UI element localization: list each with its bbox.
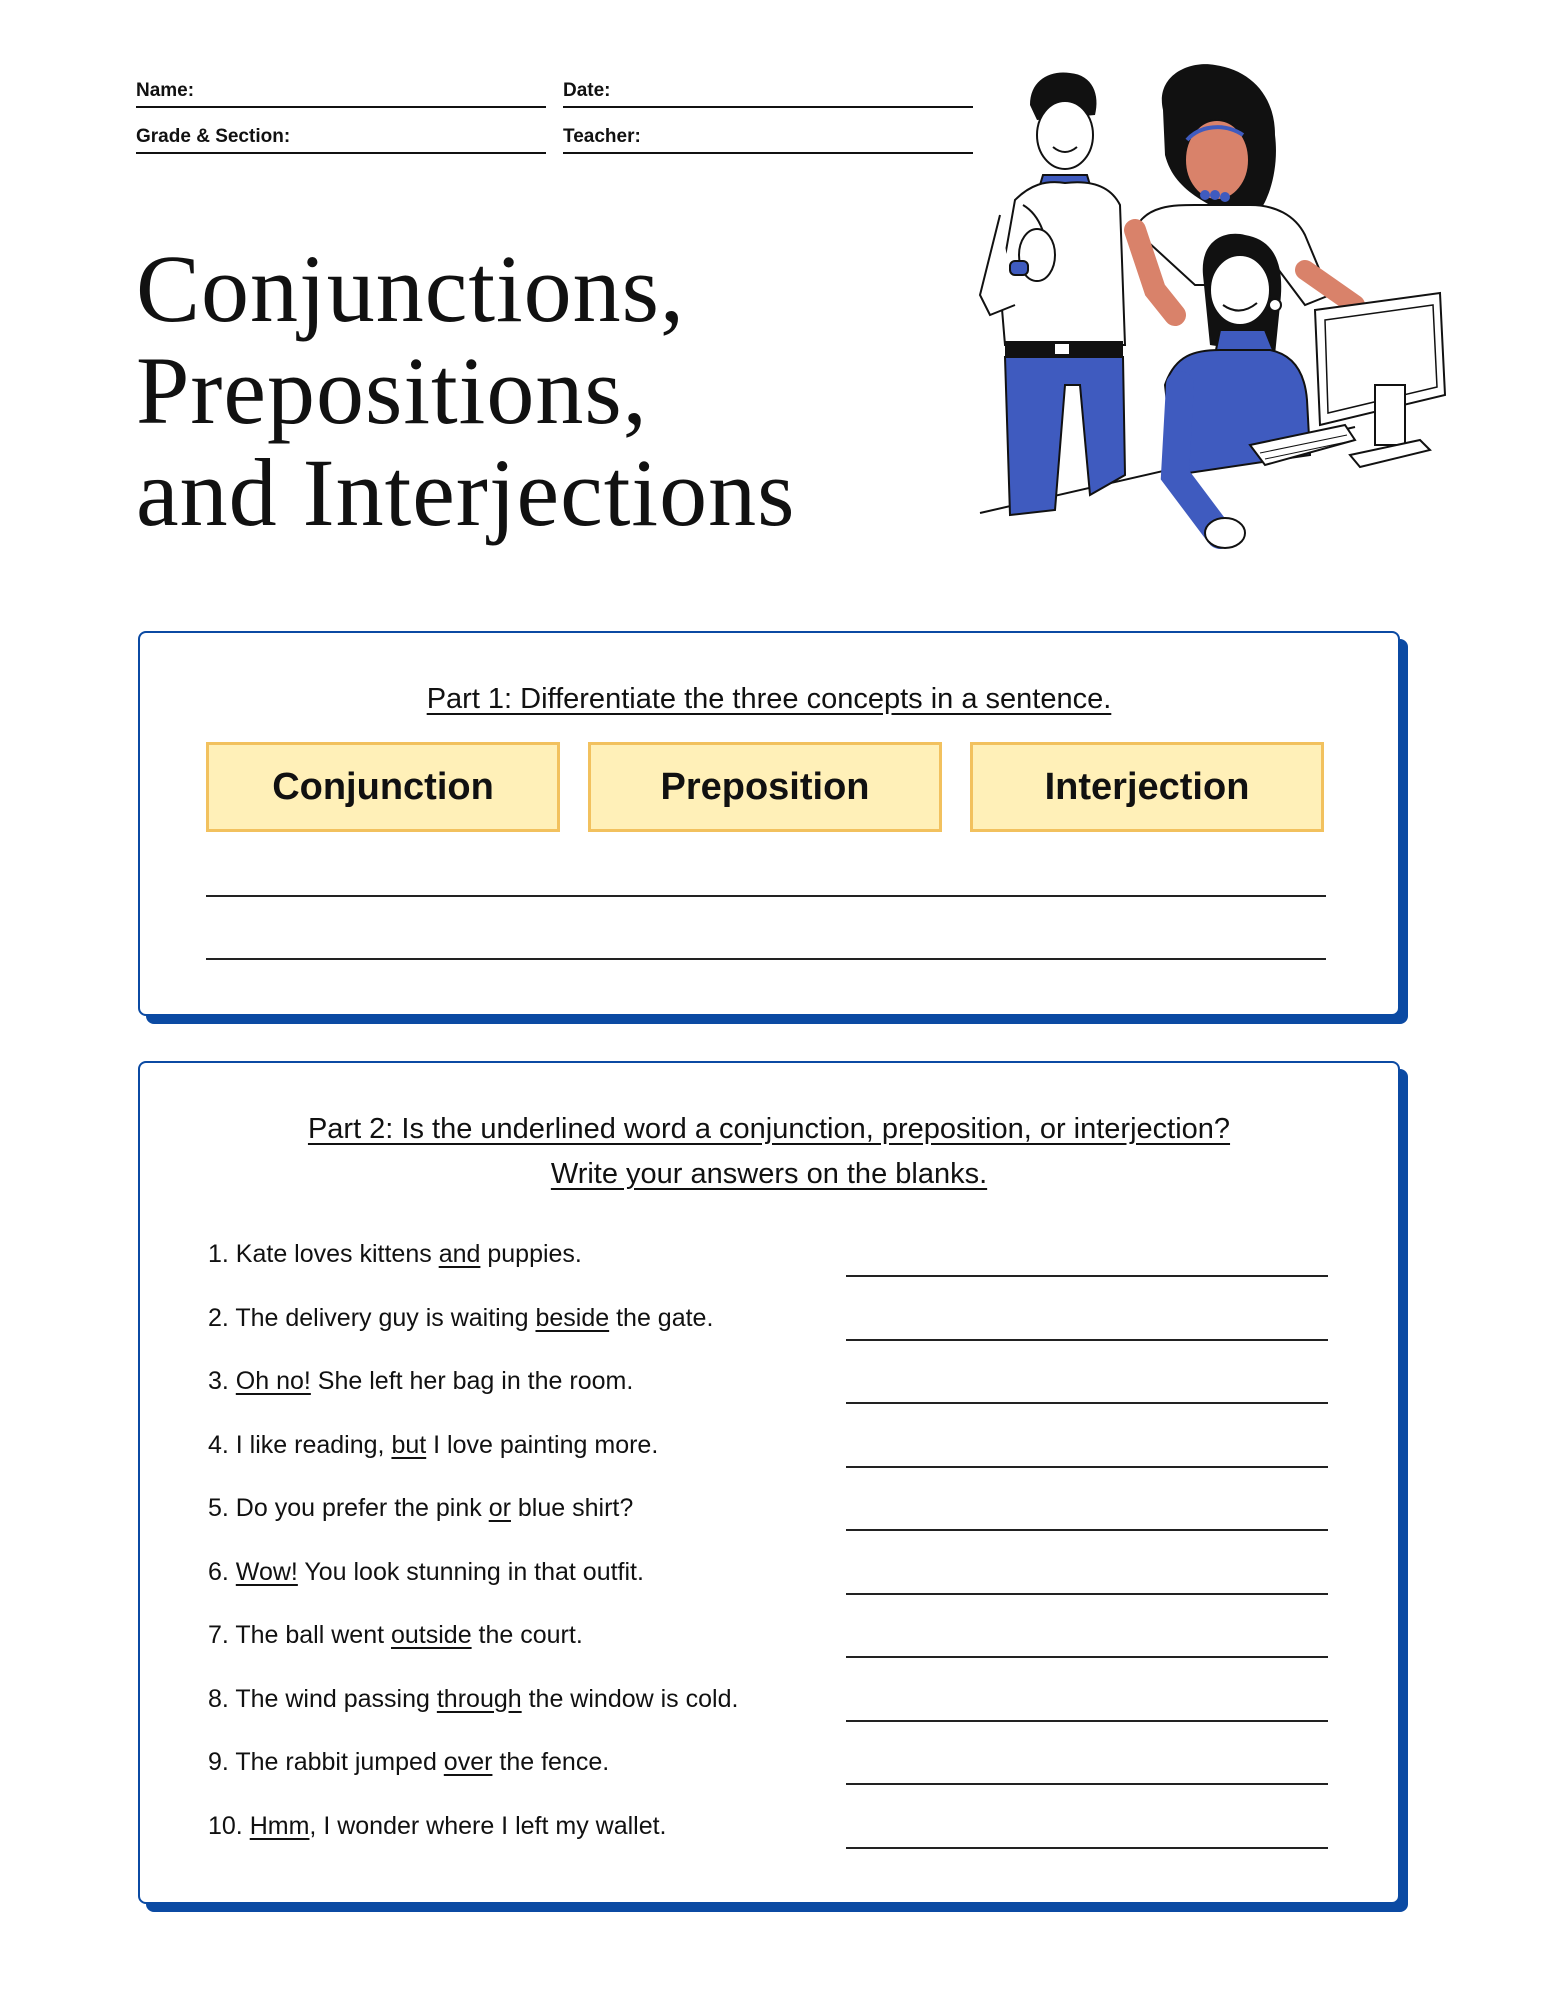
concept-box-preposition: Preposition bbox=[588, 742, 942, 832]
underlined-word: Wow! bbox=[235, 1557, 298, 1586]
question-text-before: 10. bbox=[208, 1811, 250, 1840]
underlined-word: Oh no! bbox=[235, 1367, 311, 1395]
concept-box-interjection: Interjection bbox=[970, 742, 1324, 832]
part1-title: Part 1: Differentiate the three concepts in a sentence. bbox=[426, 683, 1112, 715]
underlined-word: Hmm bbox=[249, 1811, 310, 1840]
question-text-after: the fence. bbox=[492, 1748, 610, 1776]
question-text-after: She left her bag in the room. bbox=[310, 1367, 634, 1395]
question-text-before: 7. The ball went bbox=[208, 1621, 391, 1649]
question-text-before: 9. The rabbit jumped bbox=[208, 1748, 444, 1776]
underlined-word: but bbox=[391, 1430, 427, 1459]
date-label: Date: bbox=[563, 80, 611, 101]
date-field[interactable] bbox=[563, 72, 973, 108]
answer-blank[interactable] bbox=[846, 1339, 1328, 1341]
question-text-before: 3. bbox=[208, 1367, 236, 1395]
concept-box-conjunction: Conjunction bbox=[206, 742, 560, 832]
question-text-before: 1. Kate loves kittens bbox=[208, 1240, 439, 1268]
question-item bbox=[208, 1431, 658, 1460]
question-item bbox=[208, 1367, 633, 1396]
question-text-after: the gate. bbox=[609, 1303, 714, 1332]
underlined-word: or bbox=[488, 1494, 511, 1522]
question-text-after: You look stunning in that outfit. bbox=[297, 1557, 644, 1586]
answer-blank[interactable] bbox=[846, 1783, 1328, 1785]
grade-section-label: Grade & Section: bbox=[136, 126, 291, 147]
question-text-after: the court. bbox=[471, 1621, 583, 1649]
part2-title: Part 2: Is the underlined word a conjunction, preposition, or interjection? bbox=[307, 1113, 1231, 1145]
answer-blank[interactable] bbox=[846, 1593, 1328, 1595]
question-text-before: 4. I like reading, bbox=[208, 1430, 392, 1459]
question-text-after: I love painting more. bbox=[426, 1430, 659, 1459]
question-text-before: 2. The delivery guy is waiting bbox=[208, 1303, 536, 1332]
answer-line-1[interactable] bbox=[206, 895, 1326, 897]
part2-panel bbox=[138, 1061, 1400, 1904]
three-people-at-computer-illustration bbox=[975, 55, 1475, 555]
question-text-before: 8. The wind passing bbox=[208, 1684, 437, 1713]
title-line-1: Conjunctions, bbox=[136, 235, 686, 342]
question-text-after: puppies. bbox=[480, 1240, 582, 1268]
name-field[interactable] bbox=[136, 72, 546, 108]
question-item bbox=[208, 1621, 583, 1650]
grade-section-field[interactable] bbox=[136, 118, 546, 154]
underlined-word: over bbox=[443, 1748, 493, 1776]
question-item bbox=[208, 1812, 667, 1841]
question-text-before: 5. Do you prefer the pink bbox=[208, 1494, 489, 1522]
question-text-before: 6. bbox=[208, 1557, 236, 1586]
answer-blank[interactable] bbox=[846, 1402, 1328, 1404]
question-item bbox=[208, 1304, 713, 1333]
question-item bbox=[208, 1558, 644, 1587]
teacher-label: Teacher: bbox=[563, 126, 641, 147]
name-label: Name: bbox=[136, 80, 195, 101]
question-item bbox=[208, 1748, 609, 1777]
answer-blank[interactable] bbox=[846, 1720, 1328, 1722]
teacher-field[interactable] bbox=[563, 118, 973, 154]
underlined-word: through bbox=[436, 1684, 522, 1713]
answer-blank[interactable] bbox=[846, 1656, 1328, 1658]
page-title bbox=[136, 235, 796, 546]
answer-blank[interactable] bbox=[846, 1847, 1328, 1849]
question-item bbox=[208, 1240, 582, 1269]
answer-blank[interactable] bbox=[846, 1529, 1328, 1531]
part2-subtitle: Write your answers on the blanks. bbox=[550, 1158, 988, 1190]
part1-panel bbox=[138, 631, 1400, 1016]
answer-blank[interactable] bbox=[846, 1466, 1328, 1468]
question-item bbox=[208, 1494, 633, 1523]
answer-blank[interactable] bbox=[846, 1275, 1328, 1277]
underlined-word: beside bbox=[535, 1303, 610, 1332]
question-text-after: the window is cold. bbox=[521, 1684, 739, 1713]
underlined-word: outside bbox=[390, 1621, 472, 1649]
question-text-after: , I wonder where I left my wallet. bbox=[309, 1811, 667, 1840]
question-text-after: blue shirt? bbox=[510, 1494, 634, 1522]
underlined-word: and bbox=[438, 1240, 481, 1268]
title-line-2: Prepositions, bbox=[136, 337, 648, 444]
question-item bbox=[208, 1685, 738, 1714]
answer-line-2[interactable] bbox=[206, 958, 1326, 960]
title-line-3: and Interjections bbox=[136, 439, 796, 546]
